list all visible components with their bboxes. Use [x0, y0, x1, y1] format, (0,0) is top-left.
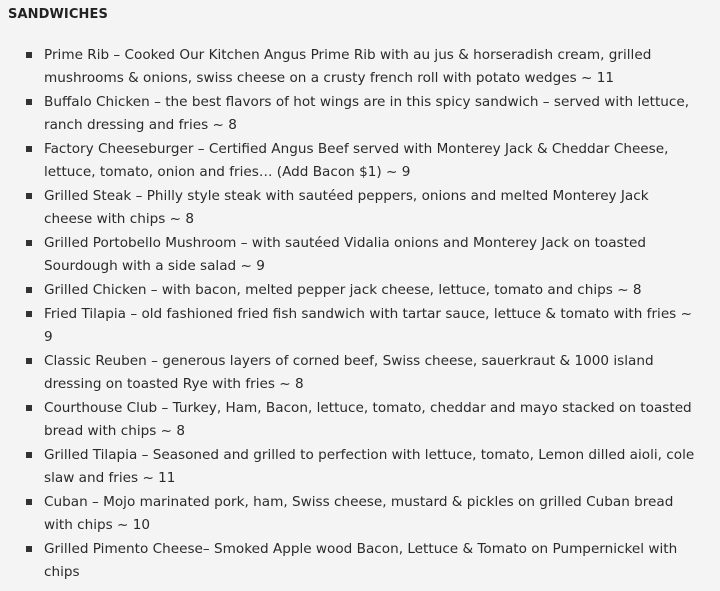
menu-item-text: Grilled Pimento Cheese– Smoked Apple wood Bacon, Lettuce & Tomato on Pumpernickel with chips — [44, 541, 678, 580]
menu-item — [24, 91, 696, 137]
menu-item — [24, 491, 696, 537]
menu-item-text: Classic Reuben – generous layers of corned beef, Swiss cheese, sauerkraut & 1000 island dressing on toasted Rye with fries ~ 8 — [44, 353, 654, 392]
bullet-icon — [26, 240, 32, 246]
bullet-icon — [26, 193, 32, 199]
menu-item — [24, 538, 696, 584]
menu-item — [24, 232, 696, 278]
menu-item-text: Courthouse Club – Turkey, Ham, Bacon, lettuce, tomato, cheddar and mayo stacked on toasted bread with chips ~ 8 — [44, 400, 692, 439]
bullet-icon — [26, 52, 32, 58]
menu-item — [24, 350, 696, 396]
bullet-icon — [26, 546, 32, 552]
menu-item-text: Grilled Portobello Mushroom – with sautéed Vidalia onions and Monterey Jack on toasted Sourdough with a side salad ~ 9 — [44, 235, 646, 274]
bullet-icon — [26, 287, 32, 293]
menu-item-text: Prime Rib – Cooked Our Kitchen Angus Prime Rib with au jus & horseradish cream, grilled mushrooms & onions, swiss cheese on a crusty french roll with potato wedges ~ 11 — [44, 47, 652, 86]
section-title: SANDWICHES — [8, 7, 108, 22]
bullet-icon — [26, 499, 32, 505]
menu-item-text: Cuban – Mojo marinated pork, ham, Swiss cheese, mustard & pickles on grilled Cuban bread with chips ~ 10 — [44, 494, 674, 533]
menu-item — [24, 444, 696, 490]
menu-item-list — [24, 44, 696, 585]
bullet-icon — [26, 358, 32, 364]
bullet-icon — [26, 146, 32, 152]
bullet-icon — [26, 452, 32, 458]
bullet-icon — [26, 99, 32, 105]
menu-item-text: Grilled Chicken – with bacon, melted pepper jack cheese, lettuce, tomato and chips ~ 8 — [44, 282, 642, 298]
menu-item-text: Grilled Steak – Philly style steak with sautéed peppers, onions and melted Monterey Jack cheese with chips ~ 8 — [44, 188, 649, 227]
menu-item-text: Buffalo Chicken – the best flavors of hot wings are in this spicy sandwich – served with lettuce, ranch dressing and fries ~ 8 — [44, 94, 690, 133]
menu-item — [24, 138, 696, 184]
bullet-icon — [26, 311, 32, 317]
menu-item — [24, 44, 696, 90]
menu-item — [24, 397, 696, 443]
menu-item-text: Factory Cheeseburger – Certified Angus Beef served with Monterey Jack & Cheddar Cheese, lettuce, tomato, onion and fries… (Add Bacon $1) ~ 9 — [44, 141, 669, 180]
bullet-icon — [26, 405, 32, 411]
menu-item — [24, 279, 696, 302]
menu-item-text: Grilled Tilapia – Seasoned and grilled to perfection with lettuce, tomato, Lemon dilled aioli, cole slaw and fries ~ 11 — [44, 447, 695, 486]
menu-item — [24, 303, 696, 349]
menu-item — [24, 185, 696, 231]
menu-item-text: Fried Tilapia – old fashioned fried fish sandwich with tartar sauce, lettuce & tomato with fries ~ 9 — [44, 306, 692, 345]
